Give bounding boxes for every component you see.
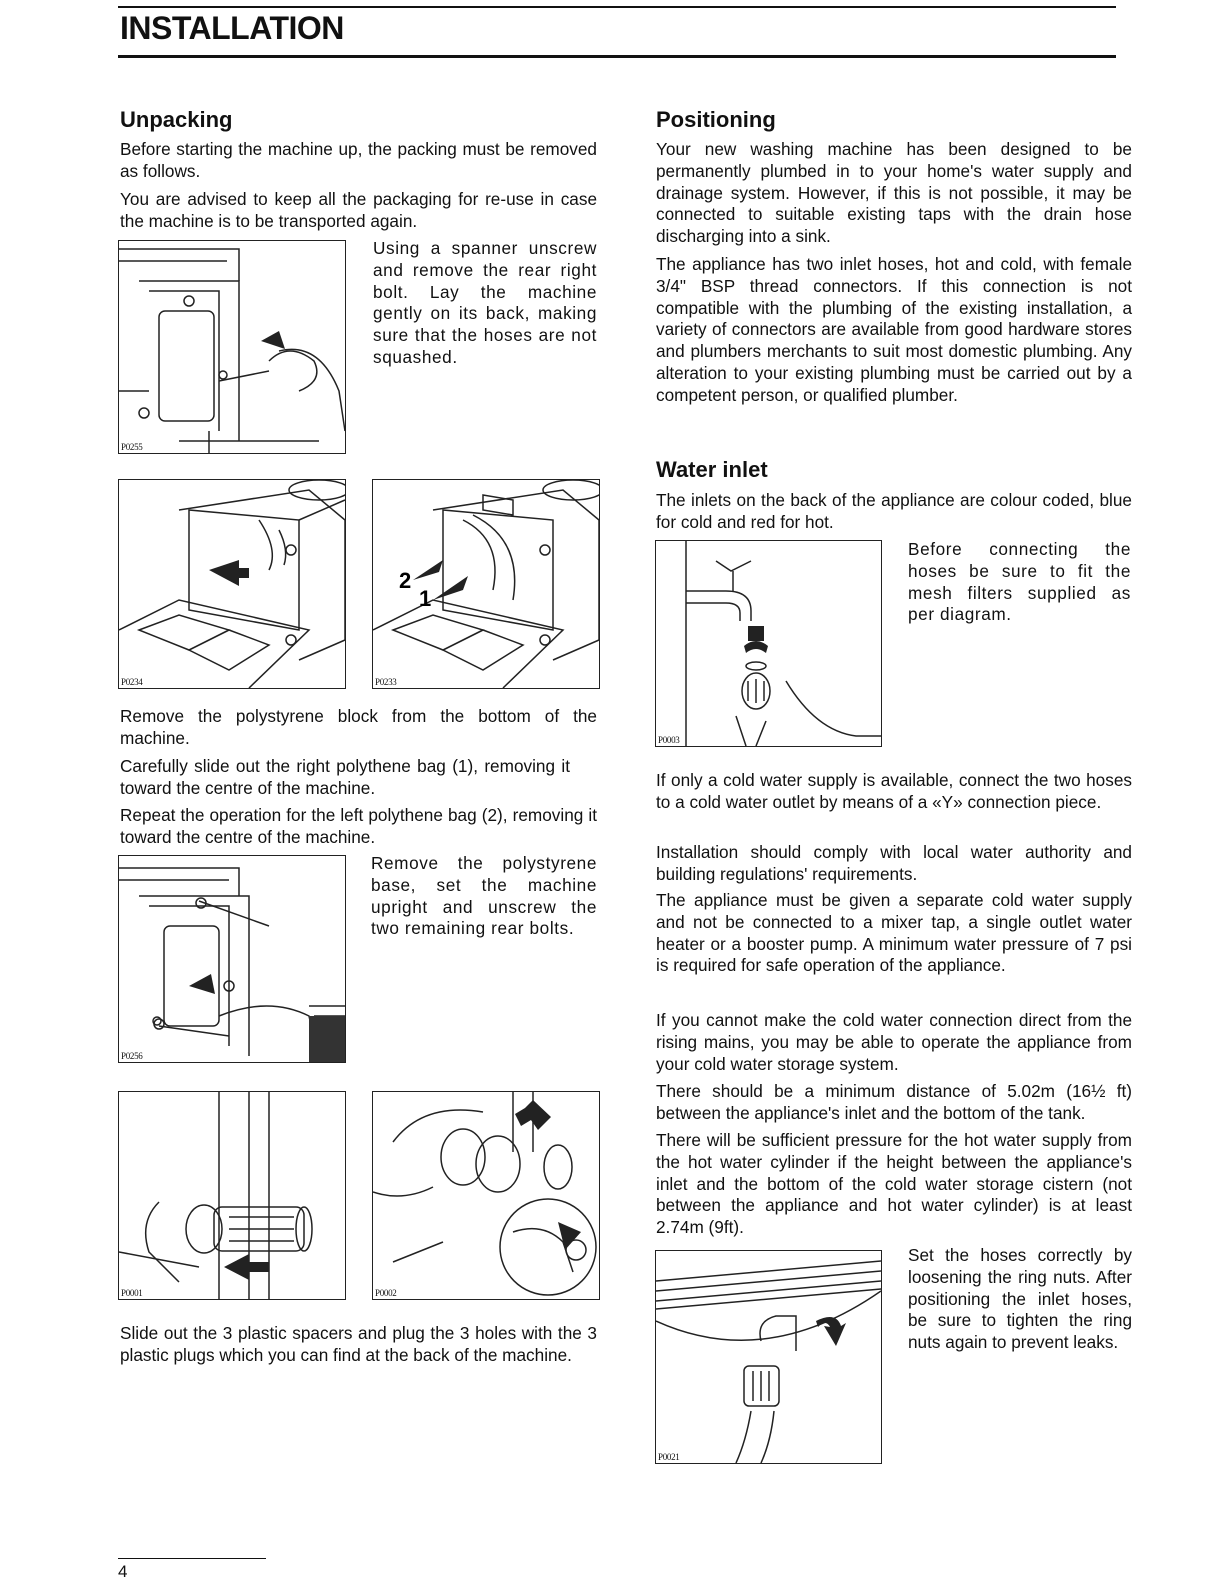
figure-code: P0001 bbox=[121, 1288, 143, 1298]
unpacking-p6: Slide out the 3 plastic spacers and plug the 3 holes with the 3 plastic plugs which you can find at the back of the machine. bbox=[120, 1323, 597, 1365]
tap-filter-illustration bbox=[656, 541, 881, 746]
water-inlet-p7: There will be sufficient pressure for the hot water supply from the hot water cylinder if the height between the appliance's inlet and the bottom of the cold water storage cistern (not between the appliance and hot water cylinder) is at least 2.74m (9ft). bbox=[656, 1130, 1132, 1238]
figure-polystyrene-block bbox=[118, 479, 346, 689]
unpacking-p1: Before starting the machine up, the packing must be removed as follows. bbox=[120, 139, 597, 181]
page-title: INSTALLATION bbox=[120, 10, 344, 46]
figure-spacers bbox=[118, 1091, 346, 1300]
positioning-heading: Positioning bbox=[656, 107, 776, 132]
water-inlet-p4: The appliance must be given a separate cold water supply and not be connected to a mixer tap, a single outlet water heater or a booster pump. A minimum water pressure of 7 psi is required for safe operation of the appliance. bbox=[656, 890, 1132, 976]
label-2: 2 bbox=[399, 568, 412, 593]
arrow-1-icon bbox=[433, 576, 468, 600]
figure-polythene-bags bbox=[372, 479, 600, 689]
unpacking-fig1-caption: Using a spanner unscrew and remove the rear right bolt. Lay the machine gently on its back, making sure that the hoses are not squashed. bbox=[373, 238, 597, 367]
page-number: 4 bbox=[118, 1562, 128, 1581]
machine-back-illustration bbox=[119, 241, 345, 453]
figure-code: P0021 bbox=[658, 1452, 680, 1462]
unpacking-p3: Remove the polystyrene block from the bottom of the machine. bbox=[120, 706, 597, 748]
figure-code: P0256 bbox=[121, 1051, 143, 1061]
arrow-2-icon bbox=[413, 560, 443, 580]
polythene-bags-illustration bbox=[373, 480, 599, 688]
water-inlet-p1: The inlets on the back of the appliance are colour coded, blue for cold and red for hot. bbox=[656, 490, 1132, 532]
unpacking-p2: You are advised to keep all the packaging for re-use in case the machine is to be transported again. bbox=[120, 189, 597, 231]
water-inlet-fig2-caption: Set the hoses correctly by loosening the ring nuts. After positioning the inlet hoses, be sure to tighten the ring nuts again to prevent leaks. bbox=[908, 1245, 1132, 1353]
unpacking-p5: Repeat the operation for the left polythene bag (2), removing it toward the centre of the machine. bbox=[120, 805, 597, 847]
figure-code: P0002 bbox=[375, 1288, 397, 1298]
figure-plugs bbox=[372, 1091, 600, 1300]
figure-rear-bolt bbox=[118, 240, 346, 454]
title-underline bbox=[118, 55, 1116, 58]
water-inlet-fig1-caption: Before connecting the hoses be sure to fit the mesh filters supplied as per diagram. bbox=[908, 539, 1131, 625]
insert-arrow-icon bbox=[558, 1222, 581, 1250]
ring-nut-illustration bbox=[656, 1251, 881, 1463]
figure-ring-nuts bbox=[655, 1250, 882, 1464]
figure-code: P0255 bbox=[121, 442, 143, 452]
water-inlet-p2: If only a cold water supply is available, connect the two hoses to a cold water outlet by means of a «Y» connection piece. bbox=[656, 770, 1132, 812]
figure-rear-bolts bbox=[118, 855, 346, 1063]
water-inlet-p3: Installation should comply with local water authority and building regulations' requirements. bbox=[656, 842, 1132, 884]
unpacking-p4: Carefully slide out the right polythene bag (1), removing it toward the centre of the machine. bbox=[120, 756, 570, 798]
figure-code: P0003 bbox=[658, 735, 680, 745]
rotate-arrow-icon bbox=[189, 974, 215, 994]
rotate-arrow-icon bbox=[744, 641, 768, 653]
spacer-removal-illustration bbox=[119, 1092, 345, 1299]
rotate-arrow-icon bbox=[261, 331, 285, 349]
water-inlet-heading: Water inlet bbox=[656, 457, 768, 482]
positioning-p2: The appliance has two inlet hoses, hot and cold, with female 3/4" BSP thread connectors. If this connection is not compatible with the plumbing of the existing installation, a variety of connectors are available from good hardware stores and plumbers merchants to suit most domestic plumbing. Any alteration to your existing plumbing must be carried out by a competent person, or qualified plumber. bbox=[656, 254, 1132, 405]
positioning-p1: Your new washing machine has been designed to be permanently plumbed in to your home's water supply and drainage system. However, if this is not possible, it may be connected to suitable existing taps with the drain hose discharging into a sink. bbox=[656, 139, 1132, 247]
top-rule bbox=[118, 6, 1116, 8]
figure-code: P0233 bbox=[375, 677, 397, 687]
filter-icon bbox=[748, 626, 764, 641]
label-1: 1 bbox=[419, 586, 432, 611]
upright-machine-illustration bbox=[119, 856, 345, 1062]
tighten-arrow-icon bbox=[816, 1317, 846, 1346]
water-inlet-p5: If you cannot make the cold water connection direct from the rising mains, you may be able to operate the appliance from your cold water storage system. bbox=[656, 1010, 1132, 1074]
pull-arrow-icon bbox=[224, 1254, 269, 1280]
unpacking-fig4-caption: Remove the polystyrene base, set the machine upright and unscrew the two remaining rear bolts. bbox=[371, 853, 597, 939]
plug-insertion-illustration bbox=[373, 1092, 599, 1299]
figure-code: P0234 bbox=[121, 677, 143, 687]
footer-rule bbox=[118, 1558, 266, 1559]
polystyrene-block-illustration bbox=[119, 480, 345, 688]
hand-cuff-shape bbox=[309, 1016, 345, 1062]
water-inlet-p6: There should be a minimum distance of 5.02m (16½ ft) between the appliance's inlet and the bottom of the tank. bbox=[656, 1081, 1132, 1123]
slide-arrow-icon bbox=[209, 560, 249, 586]
unpacking-heading: Unpacking bbox=[120, 107, 233, 132]
figure-mesh-filters bbox=[655, 540, 882, 747]
